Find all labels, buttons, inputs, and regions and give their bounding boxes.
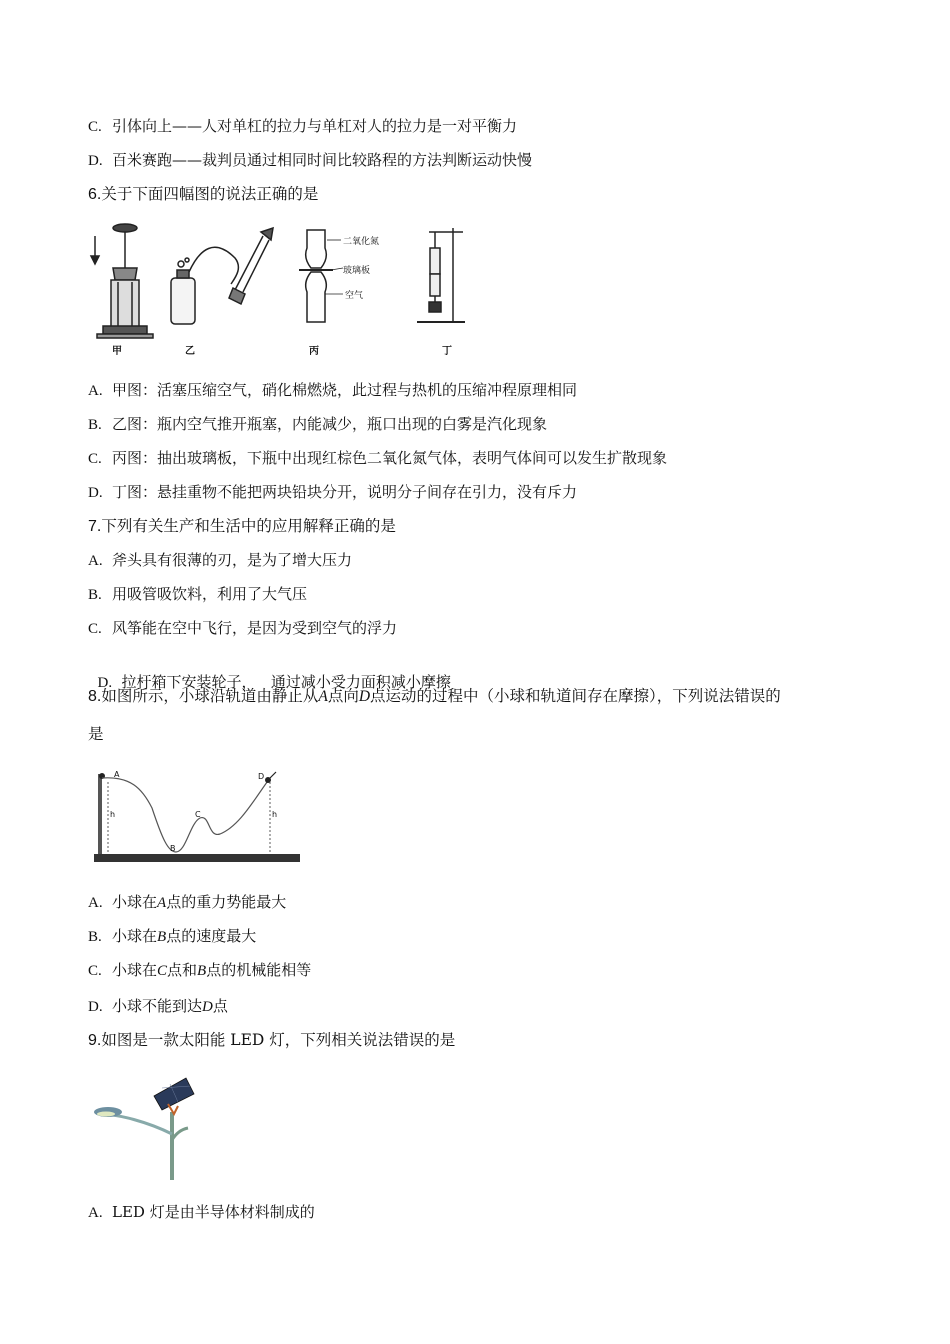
q8-stem: 8.如图所示，小球沿轨道由静止从A点向D点运动的过程中（小球和轨道间存在摩擦），下列说法错误的	[88, 687, 781, 705]
track-post	[98, 774, 102, 854]
fig-bing-apparatus	[299, 230, 343, 322]
q8-stem-cont: 是	[88, 725, 104, 743]
q6-figure	[85, 218, 485, 358]
q7-option-c: C. 风筝能在空中飞行，是因为受到空气的浮力	[88, 619, 398, 637]
q6-option-a: A. 甲图：活塞压缩空气，硝化棉燃烧，此过程与热机的压缩冲程原理相同	[88, 381, 578, 399]
point-b: B	[170, 844, 176, 853]
q6-option-b: B. 乙图：瓶内空气推开瓶塞，内能减少，瓶口出现的白雾是汽化现象	[88, 415, 548, 433]
q8-option-d: D. 小球不能到达D点	[88, 997, 228, 1015]
q6-option-c: C. 丙图：抽出玻璃板，下瓶中出现红棕色二氧化氮气体，表明气体间可以发生扩散现象	[88, 449, 668, 467]
fig-ding-apparatus	[417, 228, 465, 322]
q8-option-b: B. 小球在B点的速度最大	[88, 927, 257, 945]
q7-option-d: D. 拉杆箱下安装轮子， 通过减小受力面积减小摩擦	[97, 673, 451, 691]
q9-led-lamp-figure	[88, 1074, 198, 1182]
fig-yi-apparatus	[171, 228, 273, 324]
label-glass: 玻璃板	[343, 266, 371, 276]
solar-panel	[154, 1078, 194, 1110]
caption-yi: 乙	[185, 346, 195, 357]
q6-stem: 6.关于下面四幅图的说法正确的是	[88, 185, 319, 203]
caption-ding: 丁	[442, 346, 452, 357]
point-c: C	[195, 810, 201, 819]
q6-option-d: D. 丁图：悬挂重物不能把两块铅块分开，说明分子间存在引力，没有斥力	[88, 483, 578, 501]
q7-option-a: A. 斧头具有很薄的刃，是为了增大压力	[88, 551, 353, 569]
q9-option-a: A. LED 灯是由半导体材料制成的	[88, 1203, 315, 1221]
caption-bing: 丙	[309, 346, 319, 357]
label-air: 空气	[345, 291, 364, 301]
point-d: D	[258, 772, 265, 781]
label-no2: 二氧化氮	[343, 237, 380, 247]
q8-option-a: A. 小球在A点的重力势能最大	[88, 893, 287, 911]
q7-option-b: B. 用吸管吸饮料，利用了大气压	[88, 585, 308, 603]
q5-option-d: D. 百米赛跑——裁判员通过相同时间比较路程的方法判断运动快慢	[88, 151, 533, 169]
lamp-pole	[170, 1112, 174, 1180]
fig-jia-apparatus	[91, 224, 153, 338]
point-a: A	[114, 770, 120, 779]
q9-stem: 9.如图是一款太阳能 LED 灯，下列相关说法错误的是	[88, 1031, 456, 1049]
height-label-left: h	[110, 810, 116, 819]
caption-jia: 甲	[112, 346, 122, 357]
panel-bracket	[168, 1104, 178, 1114]
q8-track-figure	[90, 768, 305, 868]
q8-option-c: C. 小球在C点和B点的机械能相等	[88, 961, 312, 979]
q5-option-c: C. 引体向上——人对单杠的拉力与单杠对人的拉力是一对平衡力	[88, 117, 518, 135]
q7-stem: 7.下列有关生产和生活中的应用解释正确的是	[88, 517, 396, 535]
track-base	[94, 854, 300, 862]
height-label-right: h	[272, 810, 278, 819]
track-curve	[102, 778, 270, 852]
